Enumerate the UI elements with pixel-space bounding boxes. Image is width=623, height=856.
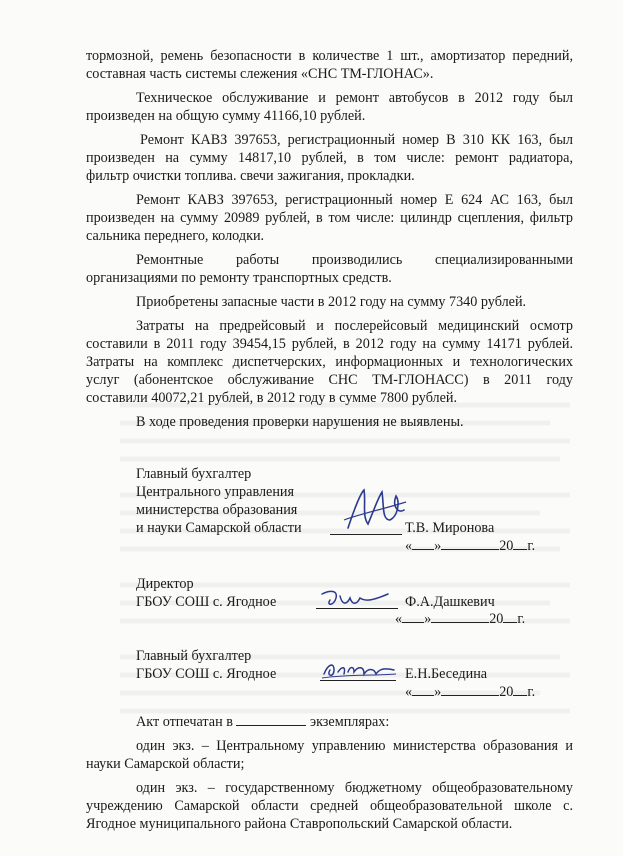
signatory-title: ГБОУ СОШ с. Ягодное	[136, 594, 277, 610]
handwritten-signature-mironova	[340, 480, 410, 540]
body-line: организациями по ремонту транспортных средств.	[86, 270, 392, 286]
body-line: Затраты на предрейсовый и послерейсовый медицинский осмотр	[136, 318, 573, 334]
signatory-name: Т.В. Миронова	[405, 520, 495, 536]
copy-line: учреждению Самарской области средней общеобразовательной школе с.	[86, 798, 573, 814]
body-line: составили 40072,21 рублей, в 2012 году в сумме 7800 рублей.	[86, 390, 458, 406]
signatory-title: министерства образования	[136, 502, 298, 518]
date-field: « » 20 г.	[405, 538, 536, 554]
copy-line: один экз. – Центральному управлению министерства образования и	[136, 738, 573, 754]
body-line: Ремонт КАВЗ 397653, регистрационный номер В 310 КК 163, был	[140, 132, 573, 148]
handwritten-signature-dashkevich	[316, 584, 396, 614]
copy-line: науки Самарской области;	[86, 756, 245, 772]
date-field: « » 20 г.	[405, 684, 536, 700]
act-printed-line: Акт отпечатан в экземплярах:	[136, 714, 390, 730]
body-line: тормозной, ремень безопасности в количестве 1 шт., амортизатор передний,	[86, 48, 573, 64]
signatory-title: Директор	[136, 576, 194, 592]
body-line: произведен на сумму 20989 рублей, в том числе: цилиндр сцепления, фильтр	[86, 210, 573, 226]
body-line: Ремонтные работы производились специализированными	[136, 252, 573, 268]
body-line: В ходе проведения проверки нарушения не выявлены.	[136, 414, 464, 430]
signatory-title: и науки Самарской области	[136, 520, 302, 536]
signatory-title: Главный бухгалтер	[136, 648, 252, 664]
body-line: услуг (абонентское обслуживание СНС ТМ-ГЛОНАСС) в 2011 году	[86, 372, 573, 388]
signatory-title: Центрального управления	[136, 484, 295, 500]
handwritten-signature-besedina	[320, 656, 400, 684]
date-field: « » 20 г.	[395, 611, 526, 627]
body-line: Техническое обслуживание и ремонт автобусов в 2012 году был	[136, 90, 573, 106]
body-line: составная часть системы слежения «СНС ТМ-ГЛОНАС».	[86, 66, 434, 82]
body-line: произведен на общую сумму 41166,10 рублей.	[86, 108, 366, 124]
signatory-title: Главный бухгалтер	[136, 466, 252, 482]
body-line: фильтр очистки топлива. свечи зажигания, прокладки.	[86, 168, 415, 184]
signatory-name: Ф.А.Дашкевич	[405, 594, 495, 610]
body-line: произведен на сумму 14817,10 рублей, в том числе: ремонт радиатора,	[86, 150, 573, 166]
copy-line: Ягодное муниципального района Ставропольский Самарской области.	[86, 816, 513, 832]
body-line: Ремонт КАВЗ 397653, регистрационный номер Е 624 АС 163, был	[136, 192, 573, 208]
copy-line: один экз. – государственному бюджетному общеобразовательному	[136, 780, 573, 796]
body-line: сальника переднего, колодки.	[86, 228, 265, 244]
body-line: составили в 2011 году 39454,15 рублей, в 2012 году на сумму 14171 рублей.	[86, 336, 573, 352]
body-line: Затраты на комплекс диспетчерских, информационных и технологических	[86, 354, 573, 370]
signatory-title: ГБОУ СОШ с. Ягодное	[136, 666, 277, 682]
signatory-name: Е.Н.Беседина	[405, 666, 488, 682]
body-line: Приобретены запасные части в 2012 году на сумму 7340 рублей.	[136, 294, 527, 310]
